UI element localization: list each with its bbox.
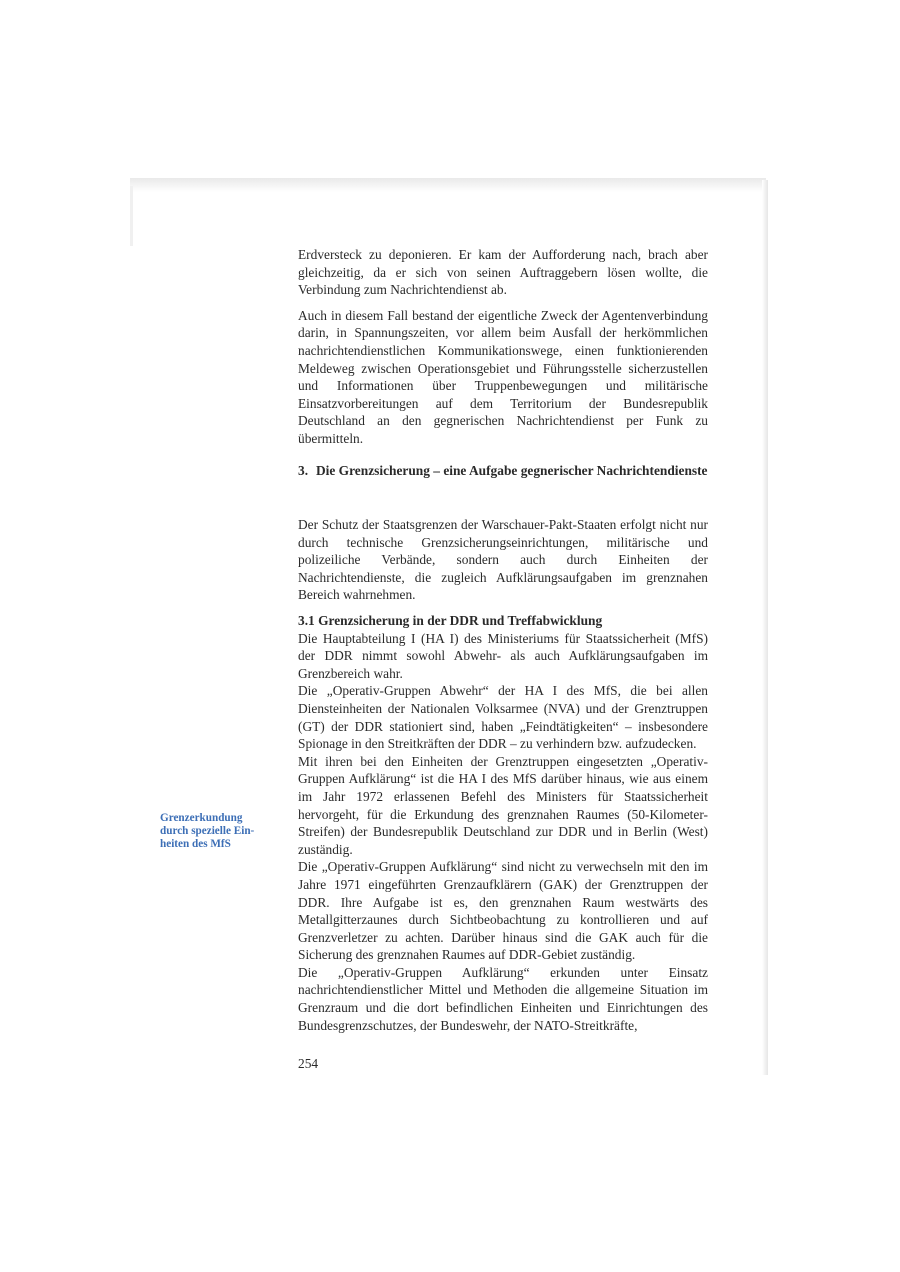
margin-note-line-2: durch spezielle Ein- xyxy=(160,825,255,838)
page-number: 254 xyxy=(298,1056,319,1071)
section-3-paragraph: Der Schutz der Staatsgrenzen der Warschauer-Pakt-Staaten erfolgt nicht nur durch technische Grenzsicherungseinrichtungen, militärische und polizeiliche Verbände, sondern auch durch Einheiten der Nachrichtendienste, die zugleich Aufklärungsaufgaben im grenznahen Bereich wahrnehmen. xyxy=(298,517,708,603)
intro-paragraph-2: Auch in diesem Fall bestand der eigentliche Zweck der Agentenverbindung darin, in Spannungszeiten, vor allem beim Ausfall der herkömmlichen nachrichtendienstlichen Kommunikationswege, einen funktionierenden Meldeweg zwischen Operationsgebiet und Führungsstelle sicherzustellen und Informationen über Truppenbewegungen und militärische Einsatzvorbereitungen auf dem Territorium der Bundesrepublik Deutschland an den gegnerischen Nachrichtendienst per Funk zu übermitteln. xyxy=(298,307,708,446)
scan-right-edge xyxy=(762,180,768,1075)
section-3-1-paragraph-3: Mit ihren bei den Einheiten der Grenztruppen eingesetzten „Operativ-Gruppen Aufklärung“ ist die HA I des MfS darüber hinaus, wie aus einem im Jahr 1972 erlassenen Befehl des Ministers für Staatssicherheit hervorgeht, für die Erkundung des grenznahen Raumes (50-Kilometer-Streifen) der Bundesrepublik Deutschland zur DDR und in Berlin (West) zuständig. xyxy=(298,753,708,857)
margin-note-line-3: heiten des MfS xyxy=(160,838,231,851)
intro-paragraph-1: Erdversteck zu deponieren. Er kam der Aufforderung nach, brach aber gleichzeitig, da er sich von seinen Auftraggebern lösen wollte, die Verbindung zum Nachrichtendienst ab. xyxy=(298,247,708,298)
section-3-1-paragraph-5: Die „Operativ-Gruppen Aufklärung“ erkunden unter Einsatz nachrichtendienstlicher Mittel und Methoden die allgemeine Situation im Grenzraum und die dort befindlichen Einheiten und Einrichtungen des Bundesgrenzschutzes, der Bundeswehr, der NATO-Streitkräfte, xyxy=(298,964,708,1033)
scan-left-edge xyxy=(130,186,133,246)
margin-note xyxy=(160,812,265,852)
section-3-1-paragraph-4: Die „Operativ-Gruppen Aufklärung“ sind nicht zu verwechseln mit den im Jahre 1971 eingeführten Grenzaufklärern (GAK) der Grenztruppen der DDR. Ihre Aufgabe ist es, den grenznahen Raum westwärts des Metallgitterzaunes durch Sichtbeobachtung zu kontrollieren und auf Grenzverletzer zu achten. Darüber hinaus sind die GAK auch für die Sicherung des grenznahen Raumes auf DDR-Gebiet zuständig. xyxy=(298,859,708,963)
intro-text xyxy=(298,246,708,448)
section-3-heading xyxy=(298,462,708,480)
section-3-number: 3. xyxy=(298,463,309,478)
section-3-1 xyxy=(298,612,708,1034)
section-3-body xyxy=(298,516,708,604)
section-3-title: Die Grenzsicherung – eine Aufgabe gegnerischer Nachrichtendienste xyxy=(316,463,708,478)
margin-note-line-1: Grenzerkundung xyxy=(160,812,243,824)
section-3-1-paragraph-2: Die „Operativ-Gruppen Abwehr“ der HA I des MfS, die bei allen Diensteinheiten der Nationalen Volksarmee (NVA) und der Grenztruppen (GT) der DDR stationiert sind, haben „Feindtätigkeiten“ – insbesondere Spionage in den Streitkräften der DDR – zu verhindern bzw. aufzudecken. xyxy=(298,683,708,752)
section-3-1-paragraph-1: Die Hauptabteilung I (HA I) des Ministeriums für Staatssicherheit (MfS) der DDR nimmt sowohl Abwehr- als auch Aufklärungsaufgaben im Grenzbereich wahr. xyxy=(298,630,708,681)
section-3-1-title: 3.1 Grenzsicherung in der DDR und Treffabwicklung xyxy=(298,613,603,628)
scan-top-edge xyxy=(130,178,766,192)
